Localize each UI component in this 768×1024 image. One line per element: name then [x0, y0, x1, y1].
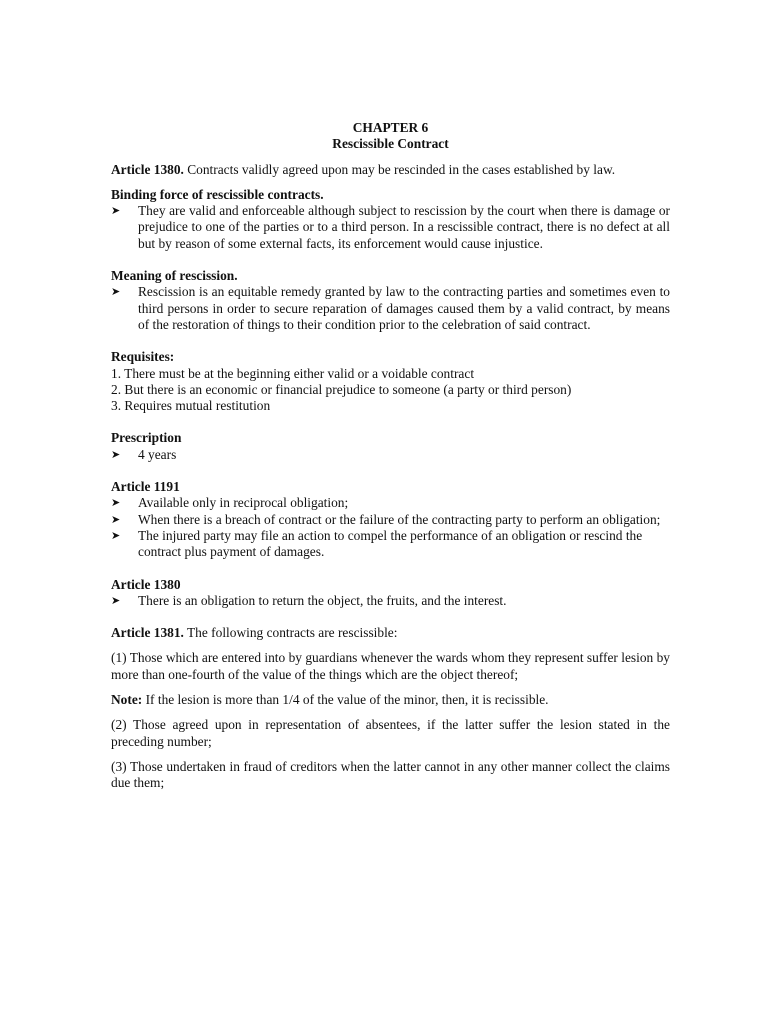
article-1191-heading: Article 1191: [111, 479, 180, 495]
arrowhead-bullet-icon: ➤: [111, 594, 121, 607]
article-1380-paragraph: [111, 162, 670, 178]
rescissible-item-2: (2) Those agreed upon in representation of absentees, if the latter suffer the lesion stated in the preceding number;: [111, 717, 670, 749]
arrowhead-bullet-icon: ➤: [111, 529, 121, 542]
list-item: ➤ Rescission is an equitable remedy granted by law to the contracting parties and sometimes even to third persons in order to secure reparation of damages caused them by a valid contract, by means of the restoration of things to their condition prior to the celebration of said contract.: [111, 284, 670, 332]
list-item: ➤ 4 years: [111, 446, 177, 462]
prescription-heading: Prescription: [111, 430, 182, 446]
arrowhead-bullet-icon: ➤: [111, 513, 121, 526]
article-1380-list: [111, 593, 670, 609]
chapter-title: Rescissible Contract: [332, 136, 449, 152]
requisites-heading: Requisites:: [111, 349, 175, 365]
note-paragraph: [111, 692, 670, 708]
arrowhead-bullet-icon: ➤: [111, 448, 121, 461]
article-1381-label: Article 1381.: [111, 625, 184, 641]
list-item: ➤ Available only in reciprocal obligation;: [111, 495, 349, 511]
arrowhead-bullet-icon: ➤: [111, 286, 121, 299]
arrowhead-bullet-icon: ➤: [111, 497, 121, 510]
list-item: ➤ They are valid and enforceable although subject to rescission by the court when there is damage or prejudice to one of the parties or to a third person. In a rescissible contract, there is no defect at all but by reason of some external facts, its enforcement would cause injustice.: [111, 203, 670, 251]
article-1380-text: Contracts validly agreed upon may be rescinded in the cases established by law.: [183, 161, 616, 177]
list-item: ➤ There is an obligation to return the object, the fruits, and the interest.: [111, 592, 507, 608]
article-1380-label: Article 1380.: [111, 161, 184, 177]
requisite-item: 2. But there is an economic or financial prejudice to someone (a party or third person): [111, 381, 572, 397]
requisite-item: 1. There must be at the beginning either valid or a voidable contract: [111, 365, 475, 381]
meaning-list: [111, 284, 670, 333]
meaning-heading: Meaning of rescission.: [111, 268, 238, 284]
article-1381-paragraph: [111, 625, 670, 641]
binding-force-list: [111, 203, 670, 252]
list-item: ➤ The injured party may file an action to compel the performance of an obligation or rescind the contract plus payment of damages.: [111, 527, 643, 560]
article-1380-heading: Article 1380: [111, 576, 181, 592]
article-1381-text: The following contracts are rescissible:: [183, 625, 398, 641]
requisite-item: 3. Requires mutual restitution: [111, 398, 271, 414]
note-label: Note:: [111, 692, 143, 708]
prescription-list: [111, 447, 670, 463]
rescissible-item-3: (3) Those undertaken in fraud of creditors when the latter cannot in any other manner collect the claims due them;: [111, 758, 670, 791]
document-body: [111, 120, 670, 792]
note-text: If the lesion is more than 1/4 of the value of the minor, then, it is recissible.: [142, 692, 549, 708]
binding-force-heading: Binding force of rescissible contracts.: [111, 186, 324, 202]
rescissible-item-1: (1) Those which are entered into by guardians whenever the wards whom they represent suffer lesion by more than one-fourth of the value of the things which are the object thereof;: [111, 650, 670, 682]
list-item: ➤ When there is a breach of contract or the failure of the contracting party to perform an obligation;: [111, 511, 661, 527]
arrowhead-bullet-icon: ➤: [111, 205, 121, 218]
chapter-number: CHAPTER 6: [352, 120, 429, 135]
article-1191-list: [111, 495, 670, 560]
